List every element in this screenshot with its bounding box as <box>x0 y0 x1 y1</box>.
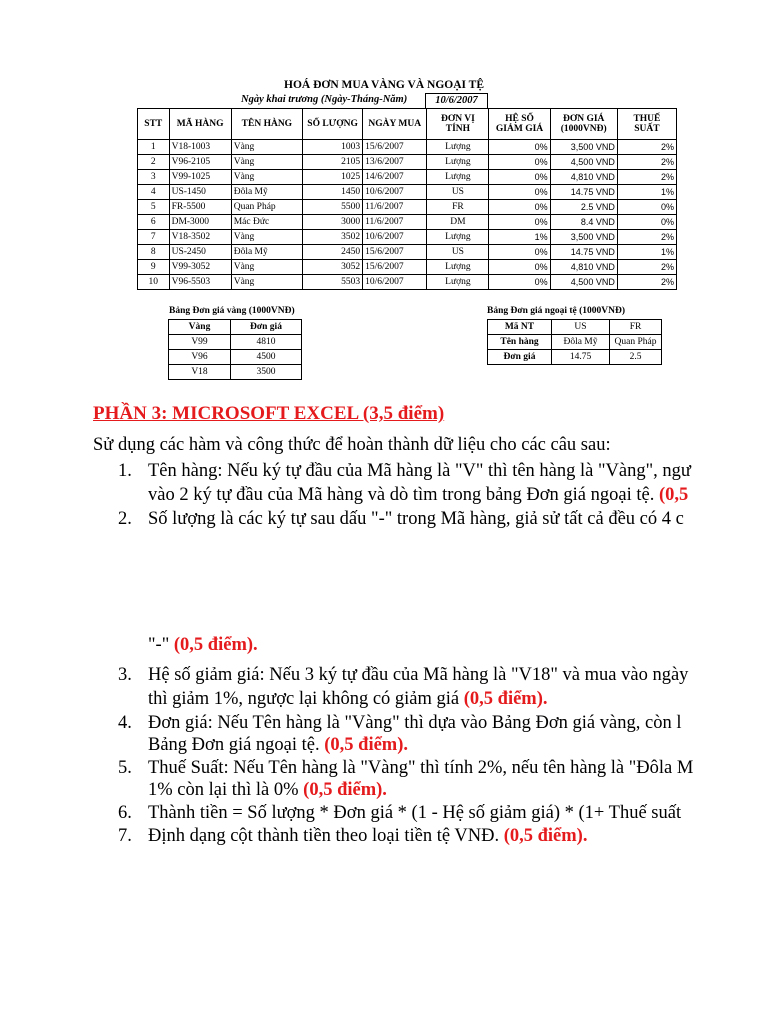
date-cell: 15/6/2007 <box>363 140 427 155</box>
col-header-discount: HỆ SỐ GIẢM GIÁ <box>489 109 550 140</box>
tax-cell: 1% <box>617 185 676 200</box>
gold-table-title: Bảng Đơn giá vàng (1000VNĐ) <box>169 306 295 316</box>
name-cell: Vàng <box>231 230 302 245</box>
table-row <box>169 350 302 365</box>
stt-cell: 3 <box>138 170 170 185</box>
code-cell: FR-5500 <box>169 200 231 215</box>
item-score: (0,5 điểm). <box>463 689 548 709</box>
tax-cell: 2% <box>617 275 676 290</box>
table-row <box>138 260 677 275</box>
fx-cell: Quan Pháp <box>610 335 662 350</box>
item-number: 3. <box>118 665 132 685</box>
section-heading: PHẦN 3: MICROSOFT EXCEL (3,5 điểm) <box>93 403 445 424</box>
invoice-header-row <box>138 109 677 140</box>
code-cell: V99-3052 <box>169 260 231 275</box>
price-cell: 3,500 VND <box>550 140 617 155</box>
name-cell: Mác Đức <box>231 215 302 230</box>
list-item <box>93 459 691 483</box>
list-item <box>93 756 693 780</box>
discount-cell: 0% <box>489 185 550 200</box>
fx-cell: Đôla Mỹ <box>552 335 610 350</box>
table-row <box>169 335 302 350</box>
item-score: (0,5 điểm). <box>303 780 387 800</box>
fx-cell: 2.5 <box>610 350 662 365</box>
discount-cell: 0% <box>489 170 550 185</box>
tax-cell: 2% <box>617 155 676 170</box>
unit-cell: US <box>427 185 489 200</box>
item-text: 1% còn lại thì là 0% <box>148 780 304 800</box>
price-cell: 4,500 VND <box>550 275 617 290</box>
unit-cell: DM <box>427 215 489 230</box>
stt-cell: 9 <box>138 260 170 275</box>
name-cell: Đôla Mỹ <box>231 185 302 200</box>
item-text: Đơn giá: Nếu Tên hàng là "Vàng" thì dựa vào Bảng Đơn giá vàng, còn l <box>148 713 682 733</box>
unit-cell: Lượng <box>427 170 489 185</box>
name-cell: Vàng <box>231 260 302 275</box>
name-cell: Đôla Mỹ <box>231 245 302 260</box>
price-cell: 8.4 VND <box>550 215 617 230</box>
instructions-bottom <box>0 633 694 853</box>
item-text: Số lượng là các ký tự sau dấu "-" trong Mã hàng, giả sử tất cả đều có 4 c <box>148 509 684 529</box>
name-cell: Vàng <box>231 275 302 290</box>
date-cell: 10/6/2007 <box>363 230 427 245</box>
item-score: (0,5 điểm). <box>173 635 258 655</box>
stt-cell: 10 <box>138 275 170 290</box>
col-header-price: ĐƠN GIÁ (1000VNĐ) <box>550 109 617 140</box>
col-header-unit: ĐƠN VỊ TÍNH <box>427 109 489 140</box>
discount-cell: 0% <box>489 245 550 260</box>
unit-cell: Lượng <box>427 155 489 170</box>
date-cell: 13/6/2007 <box>363 155 427 170</box>
tax-cell: 0% <box>617 200 676 215</box>
code-cell: V99-1025 <box>169 170 231 185</box>
item-number: 6. <box>118 803 132 823</box>
date-cell: 15/6/2007 <box>363 245 427 260</box>
discount-cell: 0% <box>489 155 550 170</box>
quantity-cell: 1003 <box>303 140 363 155</box>
table-row <box>138 140 677 155</box>
unit-cell: US <box>427 245 489 260</box>
tax-cell: 2% <box>617 170 676 185</box>
col-header-stt: STT <box>138 109 170 140</box>
col-header-date: NGÀY MUA <box>363 109 427 140</box>
gold-cell: 3500 <box>231 365 302 380</box>
tax-cell: 1% <box>617 245 676 260</box>
code-cell: DM-3000 <box>169 215 231 230</box>
item-text: vào 2 ký tự đầu của Mã hàng và dò tìm trong bảng Đơn giá ngoại tệ. <box>148 485 659 505</box>
price-cell: 4,500 VND <box>550 155 617 170</box>
code-cell: V96-2105 <box>169 155 231 170</box>
discount-cell: 0% <box>489 140 550 155</box>
code-cell: US-2450 <box>169 245 231 260</box>
name-cell: Quan Pháp <box>231 200 302 215</box>
unit-cell: Lượng <box>427 230 489 245</box>
discount-cell: 1% <box>489 230 550 245</box>
col-header-name: TÊN HÀNG <box>231 109 302 140</box>
table-row <box>169 365 302 380</box>
list-item <box>93 824 587 848</box>
date-cell: 10/6/2007 <box>363 185 427 200</box>
gold-col-price: Đơn giá <box>231 320 302 335</box>
col-header-quantity: SỐ LƯỢNG <box>303 109 363 140</box>
table-row <box>138 230 677 245</box>
quantity-cell: 2105 <box>303 155 363 170</box>
list-item <box>93 663 688 687</box>
price-cell: 4,810 VND <box>550 260 617 275</box>
code-cell: V18-3502 <box>169 230 231 245</box>
table-row <box>138 155 677 170</box>
quantity-cell: 3000 <box>303 215 363 230</box>
unit-cell: FR <box>427 200 489 215</box>
fx-price-table <box>487 319 662 365</box>
stt-cell: 6 <box>138 215 170 230</box>
stt-cell: 5 <box>138 200 170 215</box>
stt-cell: 7 <box>138 230 170 245</box>
invoice-title: HOÁ ĐƠN MUA VÀNG VÀ NGOẠI TỆ <box>284 79 484 91</box>
name-cell: Vàng <box>231 140 302 155</box>
item-number: 1. <box>118 461 132 481</box>
item-text: Định dạng cột thành tiền theo loại tiền tệ VNĐ. <box>148 826 504 846</box>
gold-col-type: Vàng <box>169 320 231 335</box>
item-text: thì giảm 1%, ngược lại không có giảm giá <box>148 689 464 709</box>
fx-cell: FR <box>610 320 662 335</box>
date-cell: 10/6/2007 <box>363 275 427 290</box>
unit-cell: Lượng <box>427 260 489 275</box>
list-item-continuation <box>93 687 548 711</box>
table-row <box>138 200 677 215</box>
price-cell: 3,500 VND <box>550 230 617 245</box>
fx-cell: US <box>552 320 610 335</box>
table-row <box>138 170 677 185</box>
code-cell: V18-1003 <box>169 140 231 155</box>
item-score: (0,5 <box>658 485 689 505</box>
name-cell: Vàng <box>231 155 302 170</box>
date-cell: 15/6/2007 <box>363 260 427 275</box>
date-cell: 11/6/2007 <box>363 215 427 230</box>
table-row <box>488 335 662 350</box>
unit-cell: Lượng <box>427 140 489 155</box>
code-cell: V96-5503 <box>169 275 231 290</box>
item-text: Thuế Suất: Nếu Tên hàng là "Vàng" thì tính 2%, nếu tên hàng là "Đôla M <box>148 758 694 778</box>
quantity-cell: 2450 <box>303 245 363 260</box>
discount-cell: 0% <box>489 200 550 215</box>
opening-date-label: Ngày khai trương (Ngày-Tháng-Năm) <box>241 94 408 105</box>
date-cell: 11/6/2007 <box>363 200 427 215</box>
table-row <box>488 320 662 335</box>
price-cell: 4,810 VND <box>550 170 617 185</box>
gold-header-row <box>169 320 302 335</box>
item-text: "-" <box>148 635 174 655</box>
item-score: (0,5 điểm). <box>324 735 408 755</box>
unit-cell: Lượng <box>427 275 489 290</box>
invoice-table <box>137 108 677 290</box>
table-row <box>138 245 677 260</box>
quantity-cell: 5500 <box>303 200 363 215</box>
list-item-continuation <box>93 483 688 507</box>
tax-cell: 0% <box>617 215 676 230</box>
item-text: Hệ số giảm giá: Nếu 3 ký tự đầu của Mã hàng là "V18" và mua vào ngày <box>148 665 689 685</box>
col-header-code: MÃ HÀNG <box>169 109 231 140</box>
gold-cell: V96 <box>169 350 231 365</box>
item-text: Thành tiền = Số lượng * Đơn giá * (1 - Hệ số giảm giá) * (1+ Thuế suất <box>148 803 682 823</box>
code-cell: US-1450 <box>169 185 231 200</box>
discount-cell: 0% <box>489 260 550 275</box>
price-cell: 2.5 VND <box>550 200 617 215</box>
discount-cell: 0% <box>489 275 550 290</box>
price-cell: 14.75 VND <box>550 185 617 200</box>
discount-cell: 0% <box>489 215 550 230</box>
fx-row-label: Đơn giá <box>488 350 552 365</box>
gold-cell: V99 <box>169 335 231 350</box>
item-text: Bảng Đơn giá ngoại tệ. <box>148 735 325 755</box>
stt-cell: 4 <box>138 185 170 200</box>
opening-date-value: 10/6/2007 <box>425 93 488 108</box>
gold-cell: 4500 <box>231 350 302 365</box>
list-item <box>93 801 681 825</box>
list-item <box>93 711 681 735</box>
table-row <box>138 275 677 290</box>
quantity-cell: 3052 <box>303 260 363 275</box>
list-item-continuation <box>93 778 387 802</box>
quantity-cell: 1025 <box>303 170 363 185</box>
list-item-continuation <box>93 733 408 757</box>
gold-price-table <box>168 319 302 380</box>
item-number: 5. <box>118 758 132 778</box>
date-cell: 14/6/2007 <box>363 170 427 185</box>
item-number: 2. <box>118 509 132 529</box>
item-text: Tên hàng: Nếu ký tự đầu của Mã hàng là "V" thì tên hàng là "Vàng", ngư <box>148 461 691 481</box>
quantity-cell: 1450 <box>303 185 363 200</box>
fx-row-label: Tên hàng <box>488 335 552 350</box>
gold-cell: V18 <box>169 365 231 380</box>
quantity-cell: 3502 <box>303 230 363 245</box>
fx-table-title: Bảng Đơn giá ngoại tệ (1000VNĐ) <box>487 306 626 316</box>
instructions-intro: Sử dụng các hàm và công thức để hoàn thành dữ liệu cho các câu sau: <box>93 435 611 455</box>
tax-cell: 2% <box>617 140 676 155</box>
item-number: 4. <box>118 713 132 733</box>
quantity-cell: 5503 <box>303 275 363 290</box>
fx-row-label: Mã NT <box>488 320 552 335</box>
list-item <box>93 507 684 531</box>
item-number: 7. <box>118 826 132 846</box>
table-row <box>138 185 677 200</box>
price-cell: 14.75 VND <box>550 245 617 260</box>
item-score: (0,5 điểm). <box>503 826 588 846</box>
instructions-top <box>0 432 691 529</box>
list-item-continuation <box>93 633 258 657</box>
stt-cell: 8 <box>138 245 170 260</box>
fx-cell: 14.75 <box>552 350 610 365</box>
tax-cell: 2% <box>617 260 676 275</box>
gold-cell: 4810 <box>231 335 302 350</box>
stt-cell: 1 <box>138 140 170 155</box>
table-row <box>138 215 677 230</box>
name-cell: Vàng <box>231 170 302 185</box>
col-header-tax: THUẾ SUẤT <box>617 109 676 140</box>
stt-cell: 2 <box>138 155 170 170</box>
table-row <box>488 350 662 365</box>
tax-cell: 2% <box>617 230 676 245</box>
